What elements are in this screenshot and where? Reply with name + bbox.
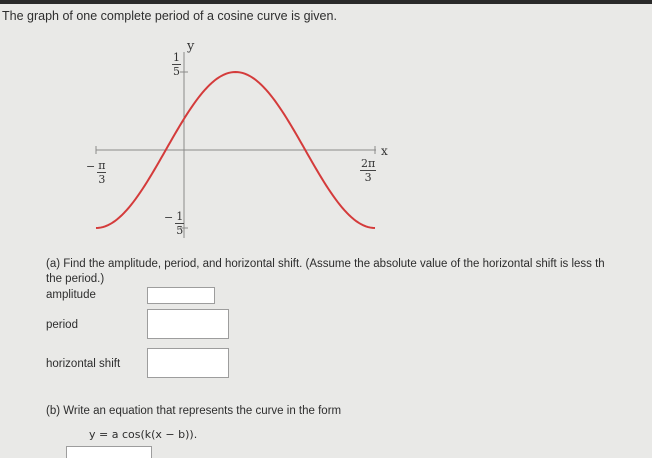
amplitude-input[interactable]	[147, 287, 215, 304]
part-a-prompt-line2: the period.)	[46, 273, 105, 285]
x-axis-label: x	[381, 144, 388, 158]
x-left-label: − $\frac{\pi}{3}$	[86, 159, 106, 186]
period-input[interactable]	[147, 309, 229, 339]
x-right-label: $\frac{2\pi}{3}$	[361, 157, 376, 184]
horizontal-shift-label: horizontal shift	[46, 358, 121, 370]
equation-input[interactable]	[66, 446, 152, 458]
y-axis-label: y	[187, 39, 195, 54]
y-min-label: − $\frac{1}{5}$	[164, 210, 184, 237]
part-a-prompt-line1: (a) Find the amplitude, period, and horizontal shift. (Assume the absolute value of the horizontal shift is less th	[46, 258, 605, 270]
period-label: period	[46, 319, 78, 331]
question-intro: The graph of one complete period of a cosine curve is given.	[2, 9, 337, 23]
y-max-label: $\frac{1}{5}$	[173, 51, 180, 78]
amplitude-label: amplitude	[46, 289, 96, 301]
horizontal-shift-input[interactable]	[147, 348, 229, 378]
part-b-prompt: (b) Write an equation that represents the curve in the form	[46, 405, 342, 417]
part-b-equation: y = a cos(k(x − b)).	[89, 428, 198, 441]
